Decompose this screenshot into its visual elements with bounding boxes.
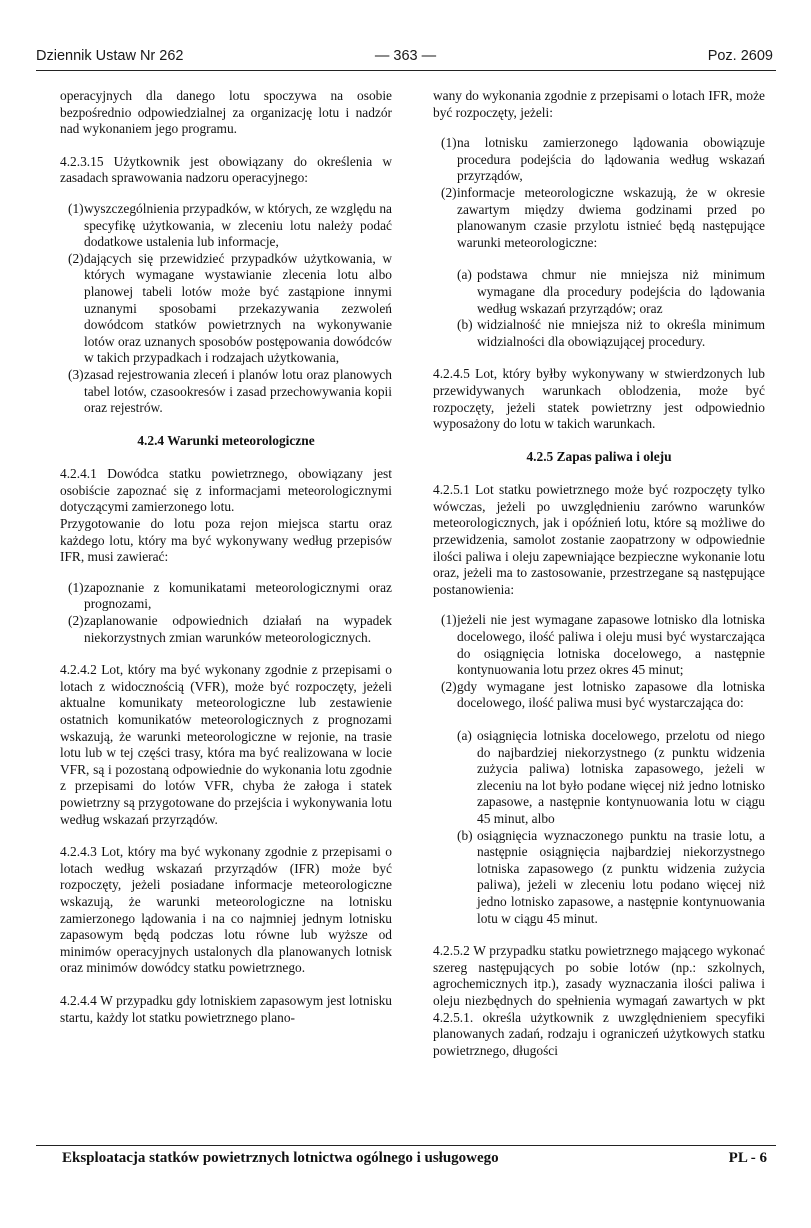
list-item: (1) jeżeli nie jest wymagane zapasowe lotnisko dla lotniska docelowego, ilość paliwa i oleju musi być wystarczająca do osiągnięcia lotniska docelowego, a następnie kontynuowania lotu przez okres 45 minut; xyxy=(441,612,765,678)
paragraph-4-2-4-3: 4.2.4.3 Lot, który ma być wykonany zgodnie z przepisami o lotach według wskazań przyrządów (IFR) może być rozpoczęty, jeżeli posiadane informacje meteorologiczne wskazują, że warunki meteorologiczne na lotnisku zamierzonego lądowania i na co najmniej jednym lotnisku zapasowym będą podczas lotu równe lub wyższe od minimów operacyjnych ustalonych dla planowanych lotnisk oraz minimów dowódcy statku powietrznego. xyxy=(60,844,392,976)
list-subitem: (a) podstawa chmur nie mniejsza niż minimum wymagane dla procedury podejścia do lądowania według wskazań przyrządów; oraz xyxy=(457,267,765,316)
list-subitem: (a) osiągnięcia lotniska docelowego, przelotu od niego do najbardziej niekorzystnego (z punktu widzenia zużycia paliwa) lotniska zapasowego, jeżeli w zleceniu na lot było podane więcej niż jedno lotnisko zapasowe, a następnie kontynuowania lotu w ciągu 45 minut, albo xyxy=(457,728,765,826)
list-item: (2) dających się przewidzieć przypadków użytkowania, w których wymagane wystawianie zlecenia lotu albo planowej tabeli lotów może być zastąpione innymi uznanymi sposobami przekazywania zezwoleń dowódcom statków powietrznych na wykonywanie lotów oraz uznanych sposobów postępowania dowódców w takich przypadkach i rodzajach użytkowania, xyxy=(68,250,392,366)
paragraph-4-2-4-1: 4.2.4.1 Dowódca statku powietrznego, obowiązany jest osobiście zapoznać się z informacjami meteorologicznymi dotyczącymi zamierzonego lotu. xyxy=(60,466,392,515)
section-heading-4-2-5: 4.2.5 Zapas paliwa i oleju xyxy=(526,448,672,464)
paragraph-continuation: operacyjnych dla danego lotu spoczywa na osobie bezpośrednio odpowiedzialnej za organizację lotu i nadzór nad wykonaniem jego programu. xyxy=(60,88,392,137)
paragraph-4-2-4-4: 4.2.4.4 W przypadku gdy lotniskiem zapasowym jest lotnisku startu, każdy lot statku powietrznego plano- xyxy=(60,992,392,1025)
list-item: (1) zapoznanie z komunikatami meteorologicznymi oraz prognozami, xyxy=(68,579,392,612)
list-subitem: (b) widzialność nie mniejsza niż to określa minimum widzialności dla obowiązującej procedury. xyxy=(457,317,765,349)
list-item: (2) informacje meteorologiczne wskazują, że w okresie zawartym między dwiema godzinami przed po planowanym czasie przylotu istnieć będą następujące warunki meteorologiczne: xyxy=(441,184,765,250)
list-fuel xyxy=(433,612,765,927)
list-item: (3) zasad rejestrowania zleceń i planów lotu oraz planowych tabel lotów, czasookresów i zasad przechowywania kopii oraz rejestrów. xyxy=(68,366,392,416)
paragraph-4-2-4-5: 4.2.4.5 Lot, który byłby wykonywany w stwierdzonych lub przewidywanych warunkach oblodzenia, może być rozpoczęty, jeżeli statek powietrzny jest odpowiednio wyposażony do lotu w takich warunkach. xyxy=(433,366,765,432)
list-item: (1) wyszczególnienia przypadków, w których, ze względu na specyfikę użytkowania, w zleceniu lotu należy podać dodatkowe ustalenia lub informacje, xyxy=(68,200,392,250)
list-preparation xyxy=(60,580,392,646)
paragraph-4-2-5-1: 4.2.5.1 Lot statku powietrznego może być rozpoczęty tylko wówczas, jeżeli po uwzględnieniu zarówno warunków meteorologicznych, jak i opóźnień lotu, które są możliwe do przewidzenia, samolot zostanie zaopatrzony w odpowiednie ilości paliwa i oleju zapewniające bezpieczne wykonanie lotu oraz, jeżeli ma to zastosowanie, przestrzegane są następujące postanowienia: xyxy=(433,482,765,597)
list-supervision xyxy=(60,201,392,417)
section-heading-4-2-4: 4.2.4 Warunki meteorologiczne xyxy=(137,432,315,448)
paragraph-4-2-4-2: 4.2.4.2 Lot, który ma być wykonany zgodnie z przepisami o lotach z widocznością (VFR), może być rozpoczęty, jeżeli aktualne komunikaty meteorologiczne lub zestawienie ostatnich komunikatów meteorologicznych z prognozami wskazują, że warunki meteorologiczne w rejonie, na trasie lotu lub w tej części trasy, która ma być realizowana w locie VFR, są i pozostaną odpowiednie do wykonania lotu zgodnie z przepisami do lotów VFR, chyba że załoga i statek powietrzny są przygotowane do przejścia i wykonywania lotu według wskazań przyrządów. xyxy=(60,662,392,827)
page-number: — 363 — xyxy=(374,48,437,64)
list-ifr-conditions xyxy=(433,135,765,350)
left-column xyxy=(60,88,392,1133)
footer-title: Eksploatacja statków powietrznych lotnictwa ogólnego i usługowego xyxy=(62,1150,499,1166)
list-item: (2) gdy wymagane jest lotnisko zapasowe dla lotniska docelowego, ilość paliwa musi być wystarczająca do: xyxy=(441,678,765,711)
footer-page-code: PL - 6 xyxy=(728,1150,767,1166)
right-column xyxy=(433,88,765,1133)
paragraph-4-2-4-1-cont: Przygotowanie do lotu poza rejon miejsca startu oraz każdego lotu, który ma być wykonywany według przepisów IFR, musi zawierać: xyxy=(60,516,392,565)
item-number: Poz. 2609 xyxy=(707,48,773,64)
paragraph-4-2-3-15: 4.2.3.15 Użytkownik jest obowiązany do określenia w zasadach sprawowania nadzoru operacyjnego: xyxy=(60,153,392,186)
journal-title: Dziennik Ustaw Nr 262 xyxy=(36,48,184,64)
list-subitem: (b) osiągnięcia wyznaczonego punktu na trasie lotu, a następnie osiągnięcia najbardziej niekorzystnego lotniska zapasowego (z punktu widzenia zużycia paliwa), jeżeli w zleceniu lotu podano więcej niż jedno lotnisko zapasowe, a następnie kontynuowania lotu w ciągu 45 minut. xyxy=(457,827,765,926)
paragraph-continuation: wany do wykonania zgodnie z przepisami o lotach IFR, może być rozpoczęty, jeżeli: xyxy=(433,88,765,120)
footer-rule xyxy=(36,1145,776,1146)
list-item: (2) zaplanowanie odpowiednich działań na wypadek niekorzystnych zmian warunków meteorologicznych. xyxy=(68,613,392,645)
paragraph-4-2-5-2: 4.2.5.2 W przypadku statku powietrznego mającego wykonać szereg następujących po sobie lotów (np.: szkolnych, agrochemicznych itp.), zasady wyznaczania ilości paliwa i oleju niezbędnych do spełnienia wymagań zawartych w pkt 4.2.5.1. określa użytkownik z uwzględnieniem specyfiki planowanych zadań, rodzaju i ograniczeń użytkowych statku powietrznego, długości xyxy=(433,943,765,1058)
header-rule xyxy=(36,70,776,71)
list-item: (1) na lotnisku zamierzonego lądowania obowiązuje procedura podejścia do lądowania według wskazań przyrządów, xyxy=(441,135,765,184)
